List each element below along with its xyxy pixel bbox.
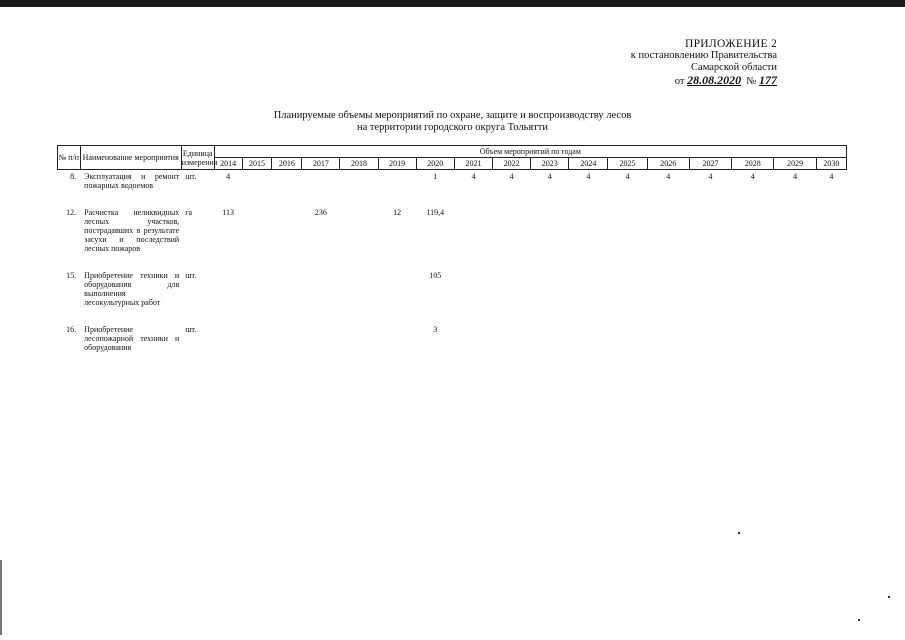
row-name: Приобретение лесопожарной техники и оборудования (84, 325, 180, 352)
header-year: 2026 (647, 158, 689, 170)
row-value: 4 (509, 172, 514, 181)
header-unit: Единица измерения (181, 146, 214, 170)
row-value (454, 206, 492, 269)
row-value (569, 206, 608, 269)
row-value: 4 (625, 172, 630, 181)
header-name: Наименование мероприятия (80, 146, 181, 170)
row-value (340, 170, 378, 207)
header-year: 2023 (531, 158, 569, 170)
row-value (378, 269, 416, 323)
table-row (58, 206, 847, 269)
row-number: 8. (70, 172, 77, 181)
table-row (58, 170, 847, 207)
row-number: 12. (66, 208, 77, 217)
scan-speck (738, 532, 740, 534)
header-year: 2028 (732, 158, 774, 170)
table-row (58, 269, 847, 323)
appendix-line-2: Самарской области (691, 62, 777, 73)
handwritten-number: 177 (759, 73, 777, 87)
date-prefix: от (674, 76, 685, 87)
row-value (531, 323, 569, 368)
row-unit: шт. (185, 271, 197, 280)
row-value: 3 (433, 325, 438, 334)
table-body (58, 170, 847, 369)
row-value (608, 206, 647, 269)
row-value (689, 323, 731, 368)
row-value (302, 323, 340, 368)
row-value: 4 (666, 172, 671, 181)
document-title-line-1: Планируемые объемы мероприятий по охране, защите и воспроизводству лесов (273, 110, 632, 121)
header-year: 2030 (816, 158, 846, 170)
row-unit: га (185, 208, 193, 217)
header-year: 2018 (340, 158, 378, 170)
row-unit: шт. (185, 172, 197, 181)
row-value (569, 269, 608, 323)
row-value (272, 206, 302, 269)
row-value (531, 269, 569, 323)
row-name: Приобретение техники и оборудования для выполнения лесокультурных работ (84, 271, 180, 307)
row-value (242, 206, 272, 269)
row-value (493, 323, 531, 368)
row-value (340, 323, 378, 368)
header-year: 2025 (608, 158, 647, 170)
row-value (774, 206, 816, 269)
scan-edge-mark (0, 560, 2, 635)
row-number: 16. (66, 325, 77, 334)
row-value: 12 (393, 208, 402, 217)
row-name: Эксплуатация и ремонт пожарных водоемов (84, 172, 180, 190)
header-year: 2027 (689, 158, 731, 170)
header-year: 2020 (416, 158, 454, 170)
row-value (272, 269, 302, 323)
row-value (816, 269, 846, 323)
row-value (608, 323, 647, 368)
appendix-block (557, 38, 777, 88)
appendix-line-1: к постановлению Правительства (630, 50, 777, 61)
row-unit: шт. (185, 325, 197, 334)
row-value: 4 (547, 172, 552, 181)
row-value (454, 323, 492, 368)
handwritten-date: 28.08.2020 (687, 73, 742, 87)
row-value: 4 (586, 172, 591, 181)
row-value (242, 269, 272, 323)
row-value (378, 323, 416, 368)
row-value (531, 206, 569, 269)
header-year: 2022 (493, 158, 531, 170)
row-value (302, 170, 340, 207)
header-year: 2024 (569, 158, 608, 170)
row-value (689, 269, 731, 323)
row-value: 4 (829, 172, 834, 181)
header-year: 2015 (242, 158, 272, 170)
row-value: 4 (226, 172, 231, 181)
row-value (647, 269, 689, 323)
row-value: 4 (750, 172, 755, 181)
row-value (608, 269, 647, 323)
row-value (454, 269, 492, 323)
row-value (493, 206, 531, 269)
appendix-date-line (557, 74, 777, 88)
header-year: 2021 (454, 158, 492, 170)
header-group: Объем мероприятий по годам (214, 146, 846, 158)
row-value (816, 206, 846, 269)
row-value: 4 (793, 172, 798, 181)
scan-speck (858, 619, 860, 621)
header-year: 2014 (214, 158, 242, 170)
row-value: 1 (433, 172, 438, 181)
number-label: № (746, 76, 757, 87)
row-value (302, 269, 340, 323)
row-value (689, 206, 731, 269)
row-value (732, 323, 774, 368)
row-value (647, 206, 689, 269)
row-number: 15. (66, 271, 77, 280)
header-year: 2017 (302, 158, 340, 170)
row-value (732, 269, 774, 323)
row-value: 4 (471, 172, 476, 181)
row-value: 4 (708, 172, 713, 181)
document-title-line-2: на территории городского округа Тольятти (356, 122, 548, 133)
plan-table (57, 145, 847, 368)
appendix-title: ПРИЛОЖЕНИЕ 2 (684, 38, 777, 50)
top-border (0, 0, 905, 7)
row-value: 119,4 (426, 208, 445, 217)
scan-speck (888, 596, 890, 598)
row-value: 105 (429, 271, 442, 280)
row-value (774, 323, 816, 368)
row-value (272, 323, 302, 368)
row-value (214, 269, 242, 323)
header-year: 2019 (378, 158, 416, 170)
row-value (647, 323, 689, 368)
row-value (340, 206, 378, 269)
table-row (58, 323, 847, 368)
row-value (816, 323, 846, 368)
row-value (272, 170, 302, 207)
document-title (0, 110, 905, 134)
row-value (774, 269, 816, 323)
row-value (732, 206, 774, 269)
header-num: № п/п (58, 146, 81, 170)
row-value (569, 323, 608, 368)
row-value (242, 170, 272, 207)
row-value (340, 269, 378, 323)
row-value (378, 170, 416, 207)
row-value (242, 323, 272, 368)
row-value: 236 (314, 208, 327, 217)
row-value: 113 (222, 208, 234, 217)
row-value (214, 323, 242, 368)
header-year: 2029 (774, 158, 816, 170)
header-year: 2016 (272, 158, 302, 170)
row-value (493, 269, 531, 323)
row-name: Расчистка неликвидных лесных участков, пострадавших в результате засухи и последствий лесных пожаров (84, 208, 180, 253)
